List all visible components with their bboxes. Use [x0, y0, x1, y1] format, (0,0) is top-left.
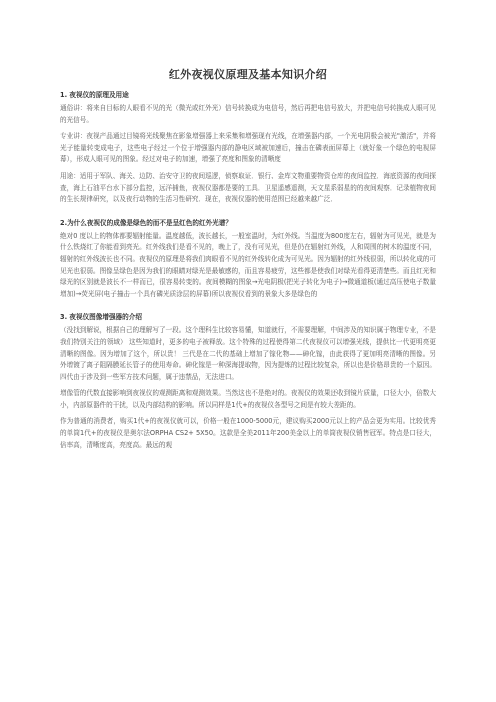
- section-3-heading: 3. 夜视仪图像增强器的介绍: [60, 313, 142, 322]
- section-2-paragraph-1: 绝对0 度以上的物体都要辐射能量。温度越低，波长越长，一般室温时，为红外线。当温度为800度左右，辐射为可见光，就是为什么铁烧红了你能看到亮光。红外线我们是看不见的，晚上了，没有可见光，但是仍在辐射红外线，人和周围的树木的温度不同，辐射的红外线波长也不同。夜视仪的原理是将我们肉眼看不见的红外线转化成为可见光。因为辐射的红外线很弱，所以转化成的可见光也很弱。图像呈绿色是因为我们的眼睛对绿光是最敏感的，而且容易疲劳，这些都是使我们对绿光看得更清楚些。而且红光和绿光的区别就是波长不一样而已，很容易转变的。夜间模糊的图象→光电阴极(把光子转化为电子)→微通道板(通过高压使电子数量增加)→荧光屏(电子撞击一个具有磷光质涂层的屏幕)所以夜视仪看到的景象大多是绿色的: [60, 231, 436, 298]
- section-1-paragraph-1: 通俗讲：将来自目标的人眼看不见的光（微光或红外光）信号转换成为电信号，然后再把电信号放大，并把电信号转换成人眼可见的光信号。: [60, 104, 436, 124]
- section-3-paragraph-1: （没找到解说，根据自己的理解写了一段。这个理科生比较容易懂，知道就行，不需要理解，中间涉及的知识属于物理专业，不是我们特别关注的领域） 这些知道时，更多的电子被释放。这个特殊的过程使得第二代夜视仪可以增强光线，提供比一代更明亮更清晰的图像。因为增加了这个，所以贵！ 三代是在二代的基础上增加了镓化物——砷化镓，由此获得了更加明亮清晰的图像。另外增镀了离子阻隔膜延长管子的使用寿命。砷化镓是一种深海提取物，因为提炼的过程比较复杂，所以也是价格昂贵的一个原因。 四代由于涉及到一些军方技术问题，属于违禁品，无法进口。: [60, 326, 436, 381]
- section-1-paragraph-2: 专业讲：夜视产品通过目镜将光线聚焦在影象增强器上来采集和增强现有光线，在增强器内部，一个光电阴极会被光"激活"，并将光子能量转变成电子，这些电子经过一个位于增强器内部的静电区域被加速后，撞击在磷表面屏幕上（就好象一个绿色的电视屏幕），形成人眼可见的图象。经过对电子的加速，增强了亮度和图象的清晰度: [60, 132, 436, 164]
- section-3-paragraph-3: 作为普通的消费者，购买1代+的夜视仪就可以，价格一般在1000-5000元，建议购买2000元以上的产品会更为实用。比较优秀的单筒1代+的夜视仪是奥尔法ORPHA CS2+ 5X50。这款是全美2011年200美金以上的单筒夜视仪销售冠军。特点是口径大，倍率高，清晰度高，亮度高。最远的观: [60, 417, 436, 449]
- section-1-paragraph-3: 用途：适用于军队、海关、边防、治安守卫的夜间巡逻，侦察取证．银行、金库文物重要物资仓库的夜间监控．海底资源的夜间探查，海上石油平台水下部分监控，远洋捕鱼，夜视仪器都是要的工具．卫星遥感遥测，天文星系弱星的的夜间观察．记录植物夜间的生长规律研究，以及夜行动物的生活习性研究．现在，夜视仪器的使用范围已经越来越广泛．: [60, 171, 436, 204]
- section-2-heading: 2.为什么夜视仪的成像是绿色的而不是呈红色的红外光谱？: [60, 218, 232, 227]
- section-1-heading: 1. 夜视仪的原理及用途: [60, 91, 129, 99]
- document-title: 红外夜视仪原理及基本知识介绍: [168, 68, 328, 81]
- section-3-paragraph-2: 增像管的代数直接影响到夜视仪的观测距离和观测效果。当然这也不是绝对的。夜视仪的效果还收到镜片质量，口径大小，倍数大小，内部原器件的干扰，以及内部结构的影响。所以同样是1代+的夜视仪各型号之间是有较大差距的。: [60, 389, 436, 409]
